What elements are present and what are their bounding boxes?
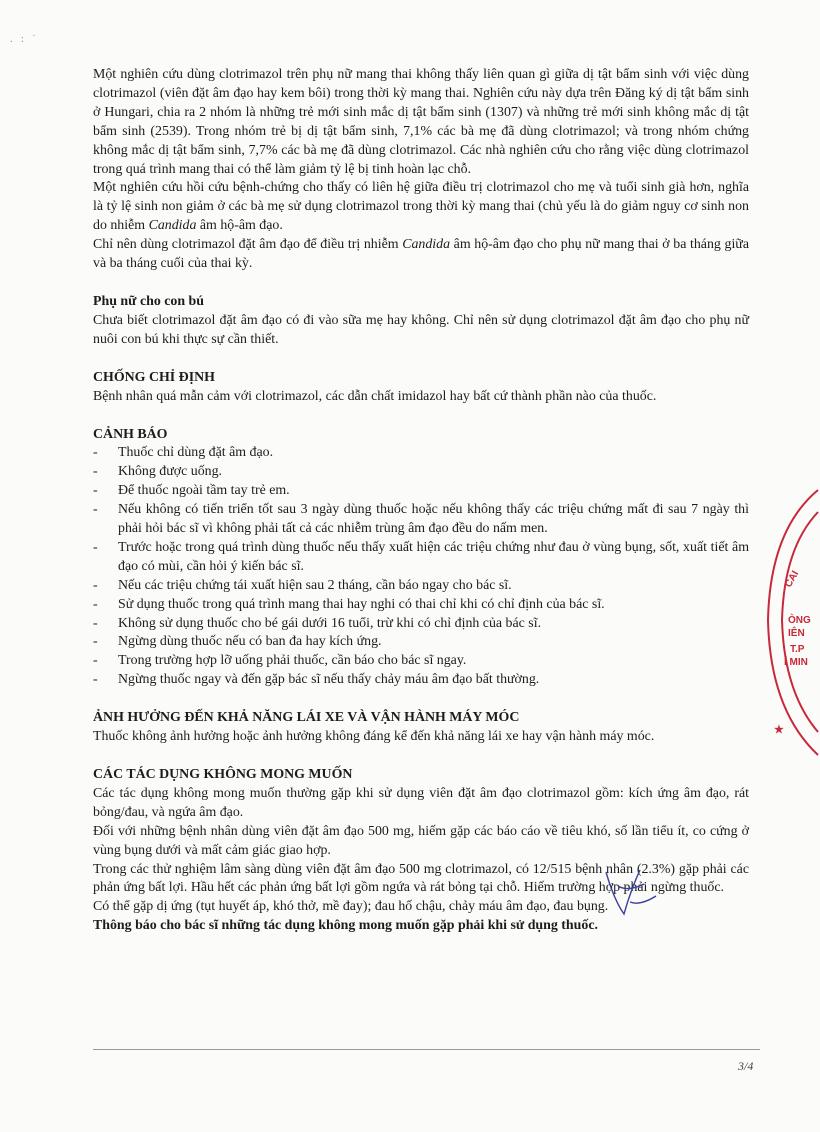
- side-effects-heading: CÁC TÁC DỤNG KHÔNG MONG MUỐN: [93, 767, 353, 782]
- document-body: [93, 66, 749, 936]
- list-item: [93, 596, 749, 615]
- list-item: [93, 444, 749, 463]
- list-item-text: Ngừng thuốc ngay và đến gặp bác sĩ nếu thấy chảy máu âm đạo bất thường.: [118, 672, 540, 688]
- svg-text:T.P: T.P: [790, 644, 805, 655]
- list-dash: -: [93, 577, 98, 593]
- warnings-list: [93, 444, 749, 690]
- list-item: [93, 633, 749, 652]
- breastfeeding-text: Chưa biết clotrimazol đặt âm đạo có đi vào sữa mẹ hay không. Chỉ nên sử dụng clotrimazol đặt âm đạo cho phụ nữ nuôi con bú khi thực sự cần thiết.: [93, 312, 749, 347]
- case-control-paragraph: [93, 179, 749, 236]
- list-item-text: Sử dụng thuốc trong quá trình mang thai hay nghi có thai chỉ khi có chỉ định của bác sĩ.: [118, 596, 605, 612]
- list-dash: -: [93, 502, 98, 518]
- recommendation-paragraph: [93, 236, 749, 274]
- scan-marks: . : ˙: [10, 34, 39, 45]
- warnings-heading: CẢNH BÁO: [93, 426, 168, 442]
- driving-heading: ẢNH HƯỞNG ĐẾN KHẢ NĂNG LÁI XE VÀ VẬN HÀNH MÁY MÓC: [93, 710, 520, 726]
- footer-divider: [93, 1049, 760, 1050]
- list-item: [93, 652, 749, 671]
- list-item: [93, 482, 749, 501]
- list-item: [93, 463, 749, 482]
- list-dash: -: [93, 672, 98, 688]
- page-number: 3/4: [738, 1059, 754, 1073]
- contraindications-heading: CHỐNG CHỈ ĐỊNH: [93, 369, 215, 385]
- pregnancy-study-paragraph: Một nghiên cứu dùng clotrimazol trên phụ nữ mang thai không thấy liên quan gì giữa dị tật bẩm sinh với việc dùng clotrimazol (viên đặt âm đạo hay kem bôi) trong thời kỳ mang thai. Nghiên cứu này dựa trên Đăng ký dị tật bẩm sinh ở Hungari, chia ra 2 nhóm là những trẻ mới sinh mắc dị tật bẩm sinh (1307) và những trẻ mới sinh không mắc dị tật bẩm sinh (2539). Trong nhóm trẻ bị dị tật bẩm sinh, 7,1% các bà mẹ đã dùng clotrimazol; và trong nhóm chứng không mắc dị tật bẩm sinh, 7,7% các bà mẹ đã dùng clotrimazol. Các nhà nghiên cứu cho rằng việc dùng clotrimazol trong quá trình mang thai có thể làm giảm tỷ lệ bị tinh hoàn lạc chỗ.: [93, 67, 749, 177]
- svg-text:ÒNG: ÒNG: [788, 615, 811, 626]
- list-item-text: Trong trường hợp lỡ uống phải thuốc, cần báo cho bác sĩ ngay.: [118, 653, 467, 669]
- list-dash: -: [93, 653, 98, 669]
- list-item: [93, 577, 749, 596]
- side-effects-paragraph: Đối với những bệnh nhân dùng viên đặt âm đạo 500 mg, hiếm gặp các báo cáo về tiêu khó, số lần tiểu ít, co cứng ở vùng bụng dưới và mất cảm giác giao hợp.: [93, 823, 749, 858]
- text-run: Một nghiên cứu hồi cứu bệnh-chứng cho thấy có liên hệ giữa điều trị clotrimazol cho mẹ và tuổi sinh già hơn, nghĩa là tỷ lệ sinh non giảm ở các bà mẹ sử dụng clotrimazol trong thời kỳ mang thai (chủ yếu là do giảm nguy cơ sinh non do nhiễm: [93, 180, 749, 234]
- signature-mark-icon: [600, 862, 680, 922]
- text-run: âm hộ-âm đạo cho phụ nữ mang thai ở ba tháng giữa và ba tháng cuối của thai kỳ.: [93, 237, 749, 272]
- italic-term: Candida: [402, 237, 451, 253]
- svg-text:★: ★: [774, 724, 784, 736]
- driving-text: Thuốc không ảnh hưởng hoặc ảnh hưởng không đáng kể đến khả năng lái xe hay vận hành máy móc.: [93, 729, 655, 745]
- list-item-text: Nếu các triệu chứng tái xuất hiện sau 2 tháng, cần báo ngay cho bác sĩ.: [118, 577, 512, 593]
- breastfeeding-heading: Phụ nữ cho con bú: [93, 293, 205, 309]
- list-item-text: Ngừng dùng thuốc nếu có ban đa hay kích ứng.: [118, 634, 382, 650]
- list-item: [93, 501, 749, 539]
- list-item-text: Không sử dụng thuốc cho bé gái dưới 16 tuổi, trừ khi có chỉ định của bác sĩ.: [118, 615, 542, 631]
- list-dash: -: [93, 539, 98, 555]
- side-effects-paragraph: Các tác dụng không mong muốn thường gặp khi sử dụng viên đặt âm đạo clotrimazol gồm: kích ứng âm đạo, rát bỏng/đau, và ngứa âm đạo.: [93, 785, 749, 820]
- list-dash: -: [93, 483, 98, 499]
- list-item-text: Thuốc chỉ dùng đặt âm đạo.: [118, 445, 274, 461]
- list-item: [93, 539, 749, 577]
- list-dash: -: [93, 615, 98, 631]
- side-effects-paragraph: Trong các thử nghiệm lâm sàng dùng viên đặt âm đạo 500 mg clotrimazol, có 12/515 bệnh nhân (2.3%) gặp phải các phản ứng bất lợi. Hầu hết các phản ứng bất lợi gồm ngứa và rát bỏng tại chỗ. Hiếm trường hợp phải ngừng thuốc.: [93, 861, 749, 896]
- list-dash: -: [93, 596, 98, 612]
- svg-text:IÊN: IÊN: [788, 628, 805, 639]
- contraindications-text: Bệnh nhân quá mẫn cảm với clotrimazol, các dẫn chất imidazol hay bất cứ thành phần nào của thuốc.: [93, 388, 657, 404]
- company-seal-icon: [760, 470, 820, 770]
- list-item-text: Để thuốc ngoài tầm tay trẻ em.: [118, 483, 290, 499]
- side-effects-paragraph: Có thể gặp dị ứng (tụt huyết áp, khó thở, mề đay); đau hố chậu, chảy máu âm đạo, đau bụng.: [93, 899, 609, 915]
- list-item-text: Trước hoặc trong quá trình dùng thuốc nếu thấy xuất hiện các triệu chứng như đau ở vùng bụng, sốt, xuất tiết âm đạo có mùi, cần hỏi ý kiến bác sĩ.: [118, 539, 749, 574]
- italic-term: Candida: [148, 218, 197, 234]
- svg-text:CAI: CAI: [783, 569, 802, 590]
- text-run: âm hộ-âm đạo.: [196, 218, 283, 234]
- list-dash: -: [93, 464, 98, 480]
- list-dash: -: [93, 634, 98, 650]
- list-item: [93, 671, 749, 690]
- list-item: [93, 615, 749, 634]
- list-item-text: Nếu không có tiến triển tốt sau 3 ngày dùng thuốc hoặc nếu không thấy các triệu chứng mất đi sau 7 ngày thì phải hỏi bác sĩ vì không phải tất cả các nhiễm trùng âm đạo đều do nấm men.: [118, 502, 749, 537]
- list-dash: -: [93, 445, 98, 461]
- side-effects-notice: Thông báo cho bác sĩ những tác dụng không mong muốn gặp phải khi sử dụng thuốc.: [93, 918, 598, 934]
- svg-text:Í MIN: Í MIN: [784, 657, 808, 668]
- list-item-text: Không được uống.: [118, 464, 222, 480]
- text-run: Chỉ nên dùng clotrimazol đặt âm đạo để điều trị nhiễm: [93, 237, 403, 253]
